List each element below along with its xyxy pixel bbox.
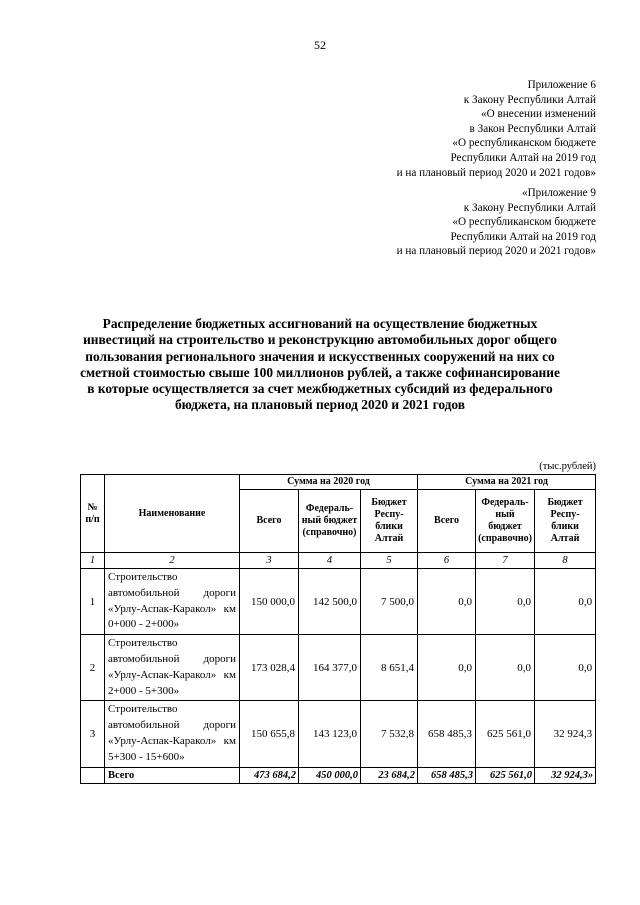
cell-republic-2021: 0,0 [535,569,596,635]
total-cell-republic-2021: 32 924,3» [535,767,596,783]
cell-republic-2020: 7 500,0 [361,569,418,635]
cell-republic-2020: 7 532,8 [361,701,418,767]
cell-federal-2021: 0,0 [476,569,535,635]
total-label: Всего [105,767,240,783]
appendix-9-line: «О республиканском бюджете [452,216,596,229]
appendix-9-line: и на плановый период 2020 и 2021 годов» [396,245,596,258]
cell-total-2020: 150 000,0 [240,569,299,635]
header-name: Наименование [105,475,240,553]
appendix-6-line: Приложение 6 [527,79,596,91]
cell-republic-2021: 0,0 [535,635,596,701]
column-number: 7 [476,553,535,569]
total-cell-federal-2020: 450 000,0 [299,767,361,783]
cell-total-2020: 150 655,8 [240,701,299,767]
cell-total-2021: 658 485,3 [418,701,476,767]
total-row-num-cell [81,767,105,783]
column-number: 6 [418,553,476,569]
cell-federal-2020: 164 377,0 [299,635,361,701]
cell-republic-2021: 32 924,3 [535,701,596,767]
total-row [81,767,596,783]
appendix-6-line: и на плановый период 2020 и 2021 годов» [396,166,596,179]
header-sum-2020: Сумма на 2020 год [240,475,418,490]
appendix-6-line: в Закон Республики Алтай [469,122,596,135]
table-row [81,701,596,767]
header-federal-2021: Федераль-ный бюджет (справочно) [476,490,535,553]
appendix-9-line: Республики Алтай на 2019 год [450,230,596,243]
header-republic-2021: Бюджет Респу-блики Алтай [535,490,596,553]
column-number: 3 [240,553,299,569]
column-number: 8 [535,553,596,569]
page-number: 52 [314,38,326,52]
column-number: 2 [105,553,240,569]
budget-table [80,474,596,784]
cell-total-2021: 0,0 [418,635,476,701]
column-number: 1 [81,553,105,569]
cell-federal-2020: 143 123,0 [299,701,361,767]
column-numbers-row [81,553,596,569]
cell-total-2021: 0,0 [418,569,476,635]
appendix-6-header [397,78,596,180]
row-name: Строительство автомобильной дороги «Урлу-Аспак-Каракол» км 0+000 - 2+000» [105,569,240,635]
total-cell-total-2020: 473 684,2 [240,767,299,783]
appendix-6-line: «О республиканском бюджете [452,137,596,150]
cell-total-2020: 173 028,4 [240,635,299,701]
column-number: 4 [299,553,361,569]
row-number: 3 [81,701,105,767]
appendix-9-line: «Приложение 9 [521,187,596,199]
cell-republic-2020: 8 651,4 [361,635,418,701]
row-number: 2 [81,635,105,701]
header-republic-2020: Бюджет Респу-блики Алтай [361,490,418,553]
table-row [81,635,596,701]
appendix-9-header [397,186,596,259]
appendix-6-line: «О внесении изменений [480,108,596,121]
total-cell-total-2021: 658 485,3 [418,767,476,783]
row-number: 1 [81,569,105,635]
row-name: Строительство автомобильной дороги «Урлу-Аспак-Каракол» км 2+000 - 5+300» [105,635,240,701]
total-cell-federal-2021: 625 561,0 [476,767,535,783]
cell-federal-2020: 142 500,0 [299,569,361,635]
appendix-6-line: к Закону Республики Алтай [463,93,596,106]
column-number: 5 [361,553,418,569]
header-total-2021: Всего [418,490,476,553]
header-federal-2020: Федераль-ный бюджет (справочно) [299,490,361,553]
total-cell-republic-2020: 23 684,2 [361,767,418,783]
document-title: Распределение бюджетных ассигнований на осуществление бюджетных инвестиций на строительство и реконструкцию автомобильных дорог общего пользования регионального значения и искусственных сооружений на них со сметной стоимостью свыше 100 миллионов рублей, а также софинансирование в которые осуществляется за счет межбюджетных субсидий из федерального бюджета, на плановый период 2020 и 2021 годов [80,316,560,413]
units-label: (тыс.рублей) [539,461,596,472]
cell-federal-2021: 625 561,0 [476,701,535,767]
header-total-2020: Всего [240,490,299,553]
table-row [81,569,596,635]
appendix-9-line: к Закону Республики Алтай [463,201,596,214]
appendix-6-line: Республики Алтай на 2019 год [450,151,596,164]
row-name: Строительство автомобильной дороги «Урлу-Аспак-Каракол» км 5+300 - 15+600» [105,701,240,767]
cell-federal-2021: 0,0 [476,635,535,701]
header-sum-2021: Сумма на 2021 год [418,475,596,490]
header-num: № п/п [81,475,105,553]
